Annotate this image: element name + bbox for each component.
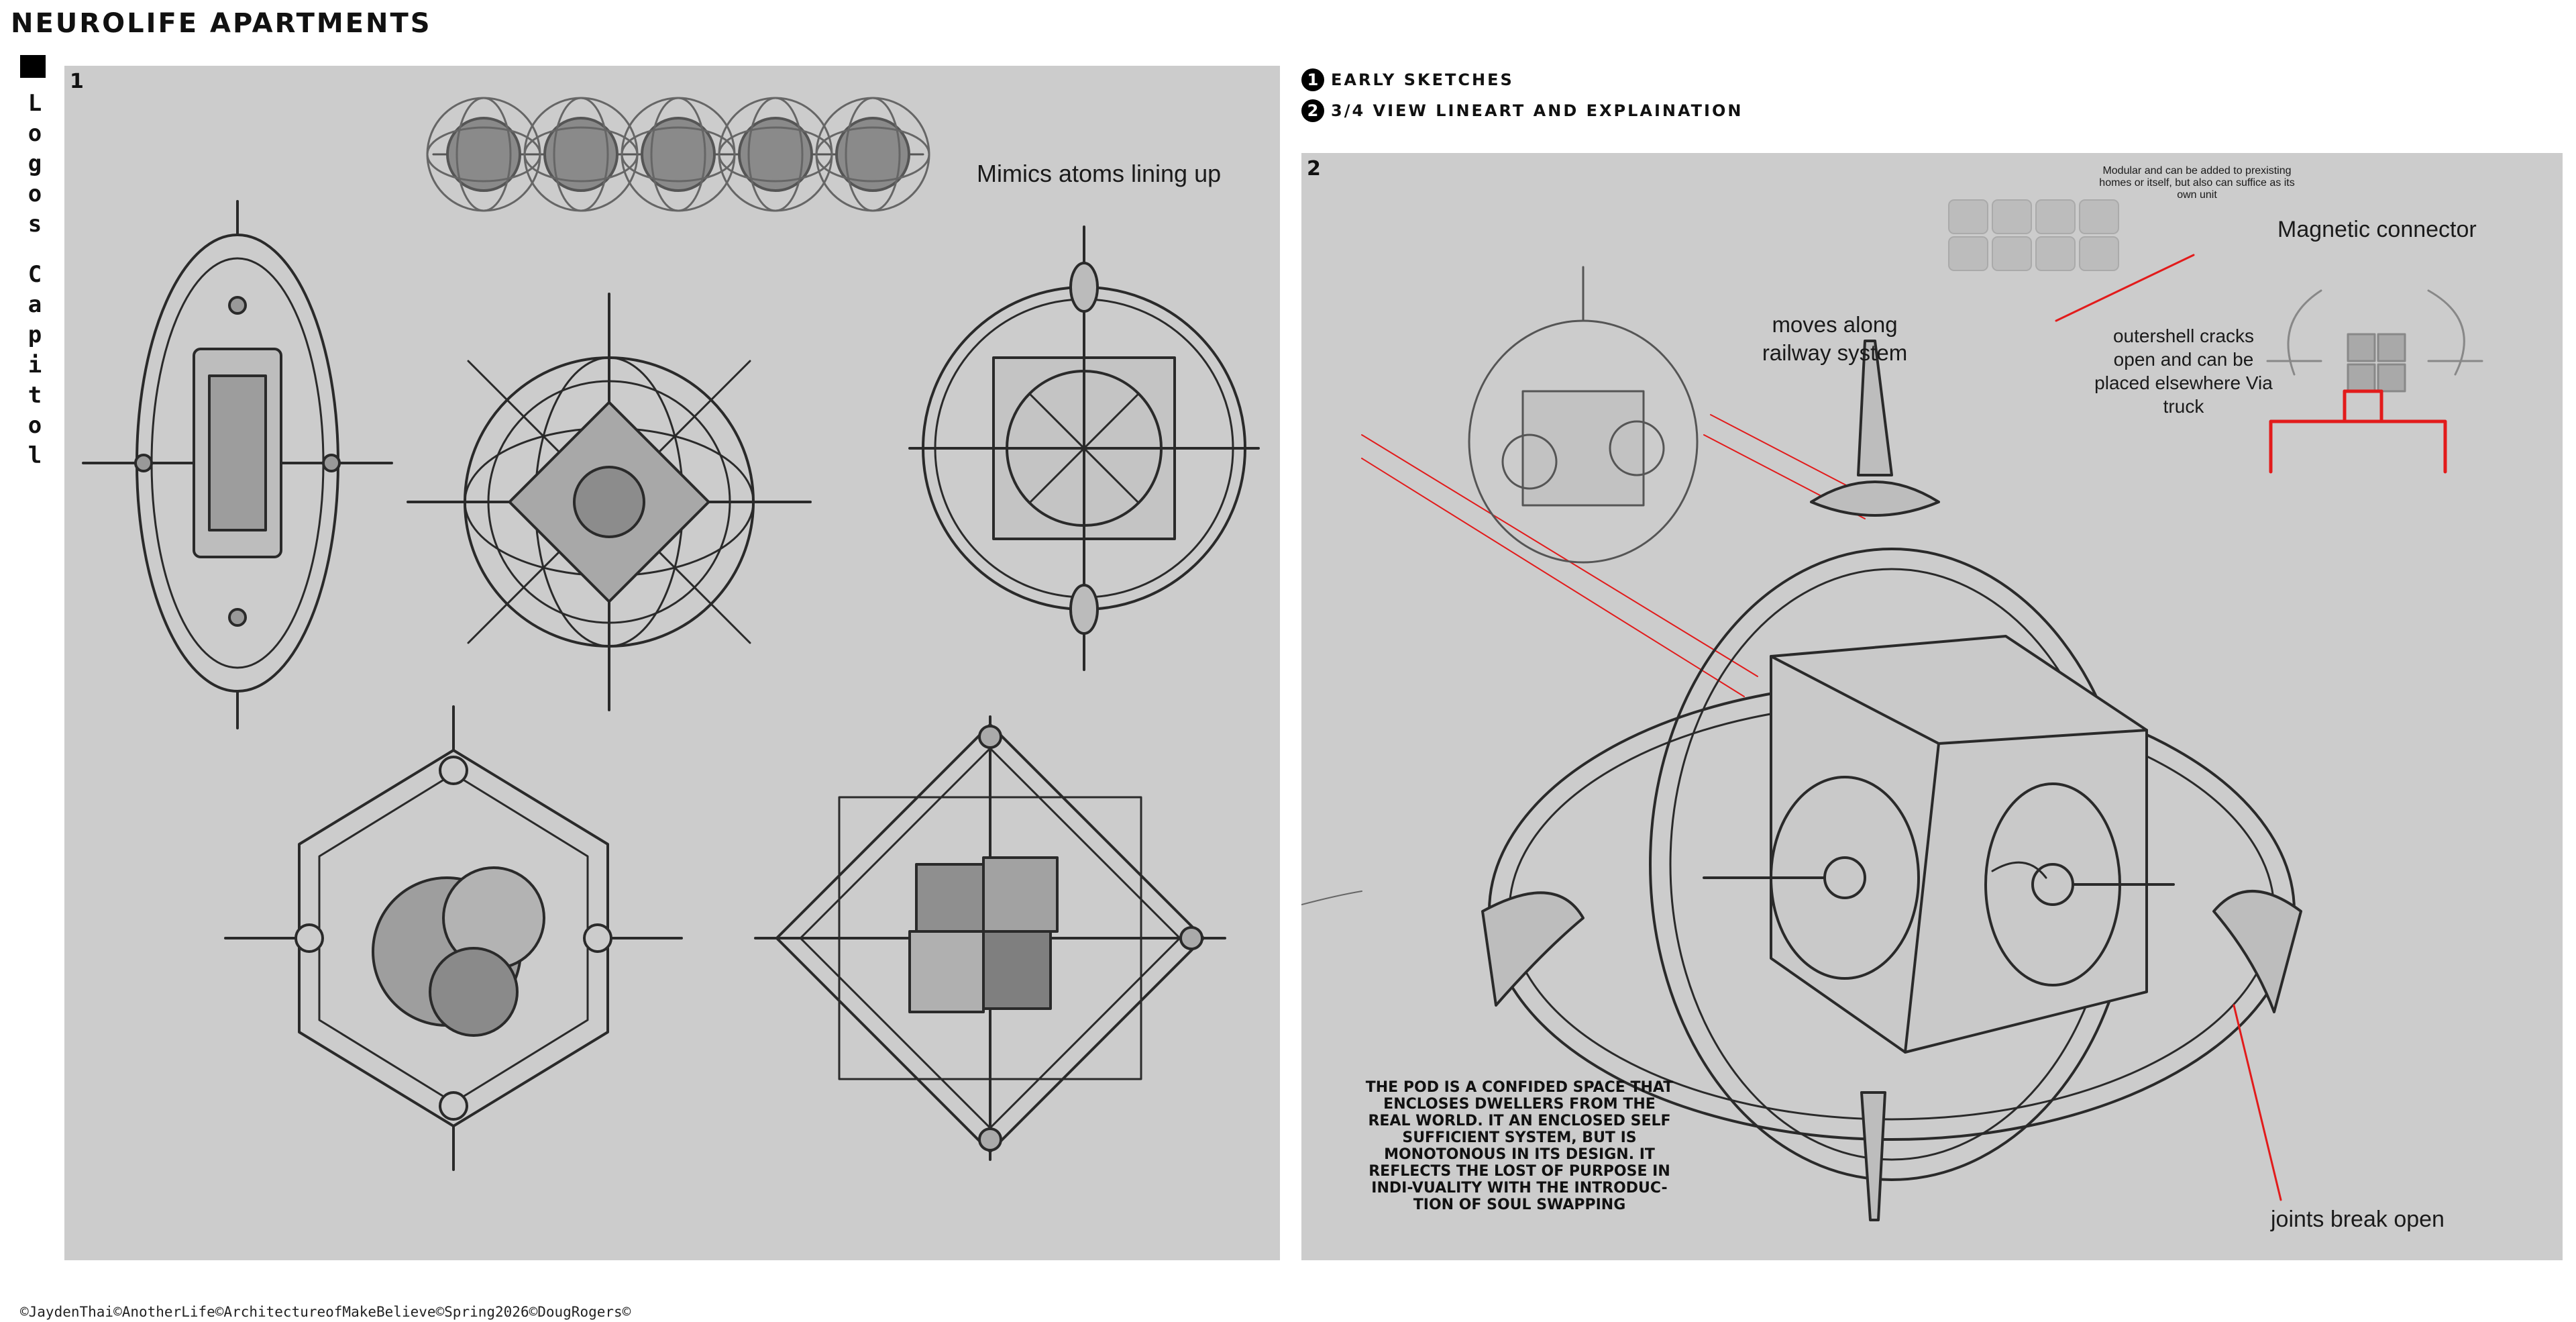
- note-modular: Modular and can be added to prexisting homes or itself, but also can suffice as its own unit: [2099, 165, 2295, 201]
- side-letter: C: [28, 261, 42, 288]
- note-railway: moves along railway system: [1762, 312, 1908, 365]
- side-letter: o: [28, 412, 42, 439]
- side-marker-square: [20, 55, 46, 78]
- legend: [1301, 64, 1743, 126]
- legend-item-lineart: [1301, 95, 1743, 126]
- atom-chain-sketch: [427, 98, 929, 211]
- modular-stack-sketch: [1949, 200, 2118, 270]
- panel-lineart-explanation: [1301, 153, 2563, 1260]
- connector-diagram: [2267, 291, 2482, 391]
- footer-credits: ©JaydenThai©AnotherLife©ArchitectureofMakeBelieve©Spring2026©DougRogers©: [20, 1304, 631, 1320]
- page-title: NEUROLIFE APARTMENTS: [11, 8, 432, 39]
- sketch-ellipse-pod: [83, 201, 392, 728]
- side-letter: o: [28, 120, 42, 147]
- number-badge: 2: [1301, 99, 1324, 122]
- legend-label: 3/4 VIEW LINEART AND EXPLAINATION: [1331, 101, 1743, 120]
- legend-item-early-sketches: [1301, 64, 1743, 95]
- side-letter: i: [28, 352, 42, 378]
- legend-label: EARLY SKETCHES: [1331, 70, 1514, 89]
- side-label-logos-capitol: [23, 89, 47, 471]
- note-outershell: outershell cracks open and can be placed elsewhere Via truck: [2094, 325, 2273, 417]
- pod-description-caption: THE POD IS A CONFIDED SPACE THAT ENCLOSES DWELLERS FROM THE REAL WORLD. IT AN ENCLOSED SELF SUFFICIENT SYSTEM, BUT IS MONOTONOUS IN ITS DESIGN. IT REFLECTS THE LOST OF PURPOSE IN INDI-VUALITY WITH THE INTRODUC-TION OF SOUL SWAPPING: [1365, 1079, 1674, 1213]
- side-letter: p: [28, 321, 42, 348]
- side-letter: l: [28, 442, 42, 469]
- side-letter: L: [28, 90, 42, 117]
- side-letter: g: [28, 150, 42, 177]
- panel-number: 2: [1307, 157, 1321, 181]
- note-joints: joints break open: [2271, 1207, 2445, 1232]
- joints-pointer-line: [2234, 1005, 2281, 1200]
- side-letter: s: [28, 211, 42, 238]
- panel-number: 1: [70, 70, 84, 93]
- note-atoms: Mimics atoms lining up: [977, 160, 1222, 187]
- sketch-diamond-sphere: [408, 294, 810, 710]
- number-badge: 1: [1301, 68, 1324, 91]
- sketches-drawing: [64, 66, 1280, 1260]
- side-letter: t: [28, 382, 42, 409]
- connector-red-bracket: [2271, 391, 2445, 472]
- note-magnetic-connector: Magnetic connector: [2277, 217, 2477, 242]
- magnetic-pointer-line: [2056, 255, 2194, 321]
- sketch-hexagon-blob: [225, 707, 682, 1170]
- side-letter: a: [28, 291, 42, 318]
- sketch-circle-square: [910, 227, 1258, 670]
- sketch-rotated-square-blocks: [755, 717, 1225, 1160]
- side-letter: o: [28, 181, 42, 207]
- connecting-wire: [1301, 891, 1362, 918]
- panel-early-sketches: [64, 66, 1280, 1260]
